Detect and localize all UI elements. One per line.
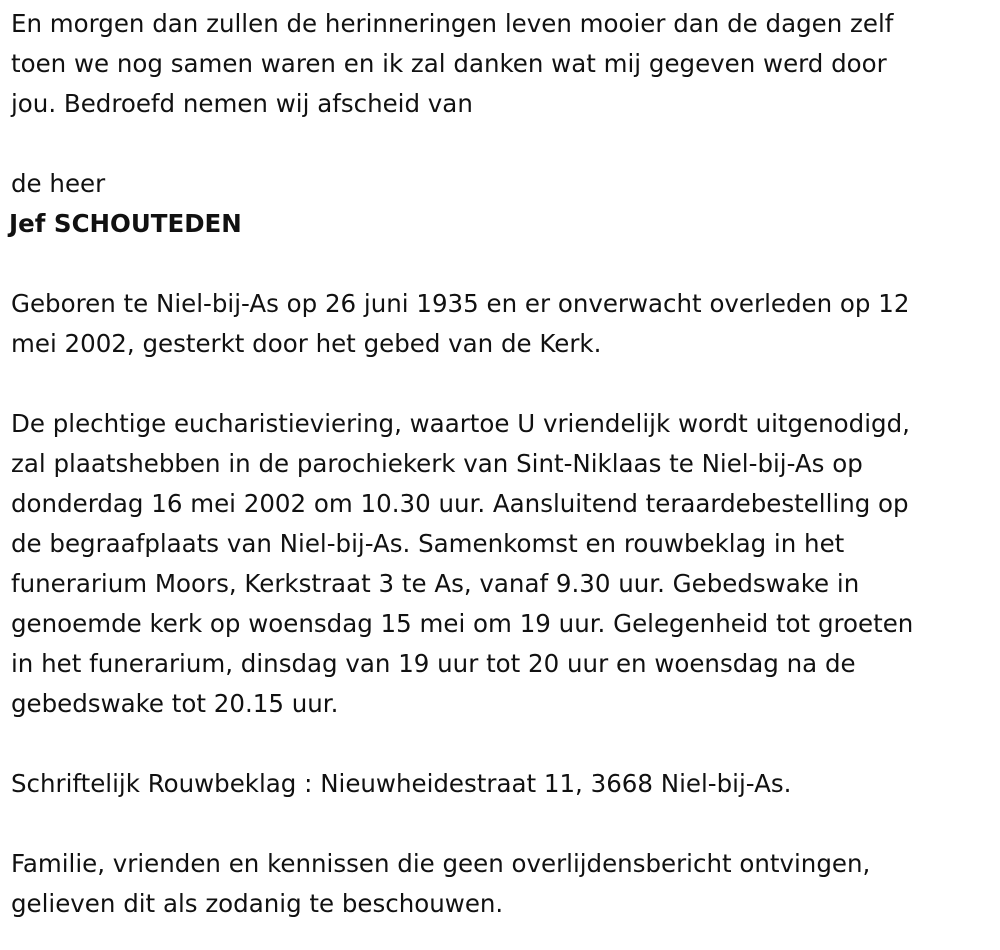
deceased-block [11,164,1000,244]
closing-paragraph [11,844,1000,924]
ceremony-line: donderdag 16 mei 2002 om 10.30 uur. Aansluitend teraardebestelling op [11,489,909,518]
intro-paragraph [11,4,1000,124]
ceremony-line: in het funerarium, dinsdag van 19 uur tot 20 uur en woensdag na de [11,649,856,678]
ceremony-line: zal plaatshebben in de parochiekerk van Sint-Niklaas te Niel-bij-As op [11,449,863,478]
intro-line: toen we nog samen waren en ik zal danken wat mij gegeven werd door [11,49,887,78]
honorific: de heer [11,169,106,198]
birth-death-line: mei 2002, gesterkt door het gebed van de Kerk. [11,329,602,358]
ceremony-line: De plechtige eucharistieviering, waartoe U vriendelijk wordt uitgenodigd, [11,409,910,438]
closing-line: gelieven dit als zodanig te beschouwen. [11,889,504,918]
deceased-name: Jef SCHOUTEDEN [9,209,242,238]
condolence-line: Schriftelijk Rouwbeklag : Nieuwheidestraat 11, 3668 Niel-bij-As. [11,769,792,798]
ceremony-paragraph [11,404,1000,724]
birth-death-paragraph [11,284,1000,364]
closing-line: Familie, vrienden en kennissen die geen overlijdensbericht ontvingen, [11,849,871,878]
ceremony-line: genoemde kerk op woensdag 15 mei om 19 uur. Gelegenheid tot groeten [11,609,914,638]
birth-death-line: Geboren te Niel-bij-As op 26 juni 1935 en er onverwacht overleden op 12 [11,289,910,318]
condolence-address-paragraph [11,764,1000,804]
intro-line: jou. Bedroefd nemen wij afscheid van [11,89,473,118]
ceremony-line: funerarium Moors, Kerkstraat 3 te As, vanaf 9.30 uur. Gebedswake in [11,569,860,598]
intro-line: En morgen dan zullen de herinneringen leven mooier dan de dagen zelf [11,9,894,38]
ceremony-line: de begraafplaats van Niel-bij-As. Samenkomst en rouwbeklag in het [11,529,845,558]
ceremony-line: gebedswake tot 20.15 uur. [11,689,339,718]
